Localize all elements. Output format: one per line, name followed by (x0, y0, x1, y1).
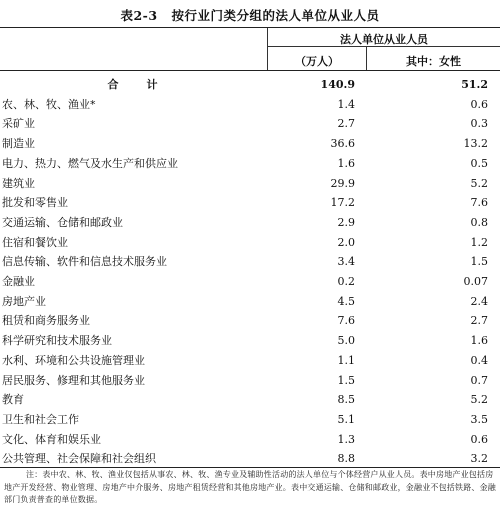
female-employees-value: 0.4 (470, 353, 488, 367)
employees-value: 8.5 (337, 393, 355, 407)
industry-name: 建筑业 (2, 176, 35, 190)
table-row (0, 410, 500, 430)
industry-name: 公共管理、社会保障和社会组织 (2, 452, 156, 466)
table-row (0, 233, 500, 253)
industry-name: 房地产业 (2, 294, 46, 308)
employees-value: 1.6 (337, 156, 355, 170)
employees-value: 1.5 (337, 373, 355, 387)
female-employees-value: 1.5 (470, 255, 488, 269)
table-row (0, 252, 500, 272)
employees-value: 5.1 (337, 412, 355, 426)
industry-name: 电力、热力、燃气及水生产和供应业 (2, 156, 178, 170)
table-row (0, 272, 500, 292)
industry-name: 水利、环境和公共设施管理业 (2, 353, 145, 367)
female-employees-value: 1.6 (470, 334, 488, 348)
employees-value: 4.5 (337, 294, 355, 308)
table-row (0, 351, 500, 371)
header-employees: 法人单位从业人员 (340, 33, 428, 46)
bottom-rule (0, 467, 500, 468)
female-employees-value: 3.2 (470, 452, 488, 466)
table-row (0, 213, 500, 233)
employees-value: 29.9 (330, 176, 355, 190)
table-row (0, 430, 500, 450)
female-employees-value: 0.8 (470, 215, 488, 229)
table-number: 表2-3 (120, 8, 158, 23)
employees-value: 17.2 (330, 196, 355, 210)
total-row (0, 75, 500, 95)
total-female-value: 51.2 (461, 78, 488, 91)
table-row (0, 193, 500, 213)
table-note: 注：表中农、林、牧、渔业仅包括从事农、林、牧、渔专业及辅助性活动的法人单位与个体经营户从业人员。表中房地产业包括房地产开发经营、物业管理、房地产中介服务、房地产租赁经营和其他房地产业。表中交通运输、仓储和邮政业，金融业不包括铁路、金融部门负责普查的单位数据。 (4, 470, 496, 504)
total-value: 140.9 (320, 78, 355, 91)
employees-value: 0.2 (337, 275, 355, 288)
table-title-text: 按行业门类分组的法人单位从业人员 (171, 8, 380, 23)
table-title (0, 6, 500, 24)
header-rule (0, 70, 500, 71)
employees-value: 3.4 (337, 255, 355, 269)
industry-name: 卫生和社会工作 (2, 412, 79, 426)
industry-name: 批发和零售业 (2, 196, 68, 210)
employees-value: 7.6 (337, 314, 355, 328)
employees-value: 2.0 (337, 235, 355, 249)
industry-name: 信息传输、软件和信息技术服务业 (2, 255, 167, 269)
table-row (0, 95, 500, 115)
table-row (0, 371, 500, 391)
total-label: 合 计 (107, 78, 160, 91)
industry-name: 制造业 (2, 137, 35, 151)
industry-name: 金融业 (2, 275, 35, 288)
employees-value: 2.7 (337, 117, 355, 131)
table-row (0, 174, 500, 194)
female-employees-value: 13.2 (463, 137, 488, 151)
table-row (0, 114, 500, 134)
female-employees-value: 0.3 (470, 117, 488, 131)
employees-value: 5.0 (337, 334, 355, 348)
female-employees-value: 0.7 (470, 373, 488, 387)
table-row (0, 134, 500, 154)
female-employees-value: 0.6 (470, 97, 488, 111)
female-employees-value: 2.4 (470, 294, 488, 308)
employees-value: 8.8 (337, 452, 355, 466)
female-employees-value: 1.2 (470, 235, 488, 249)
table-row (0, 311, 500, 331)
employees-value: 1.4 (337, 97, 355, 111)
employees-value: 1.1 (337, 353, 355, 367)
employees-value: 1.3 (337, 432, 355, 446)
female-employees-value: 2.7 (470, 314, 488, 328)
employees-value: 36.6 (330, 137, 355, 151)
female-employees-value: 5.2 (470, 393, 488, 407)
header-unit: （万人） (295, 55, 339, 68)
industry-name: 科学研究和技术服务业 (2, 334, 112, 348)
industry-name: 采矿业 (2, 117, 35, 131)
industry-name: 农、林、牧、渔业* (2, 97, 96, 111)
female-employees-value: 0.5 (470, 156, 488, 170)
female-employees-value: 0.6 (470, 432, 488, 446)
female-employees-value: 3.5 (470, 412, 488, 426)
female-employees-value: 0.07 (463, 275, 488, 288)
header-separator (268, 46, 500, 47)
table-row (0, 154, 500, 174)
industry-name: 租赁和商务服务业 (2, 314, 90, 328)
industry-name: 教育 (2, 393, 24, 407)
industry-name: 居民服务、修理和其他服务业 (2, 373, 145, 387)
female-employees-value: 7.6 (470, 196, 488, 210)
industry-name: 文化、体育和娱乐业 (2, 432, 101, 446)
employees-value: 2.9 (337, 215, 355, 229)
table-row (0, 390, 500, 410)
industry-name: 住宿和餐饮业 (2, 235, 68, 249)
top-rule (0, 27, 500, 28)
table-row (0, 292, 500, 312)
header-female: 其中：女性 (406, 55, 461, 68)
female-employees-value: 5.2 (470, 176, 488, 190)
industry-name: 交通运输、仓储和邮政业 (2, 215, 123, 229)
table-row (0, 331, 500, 351)
